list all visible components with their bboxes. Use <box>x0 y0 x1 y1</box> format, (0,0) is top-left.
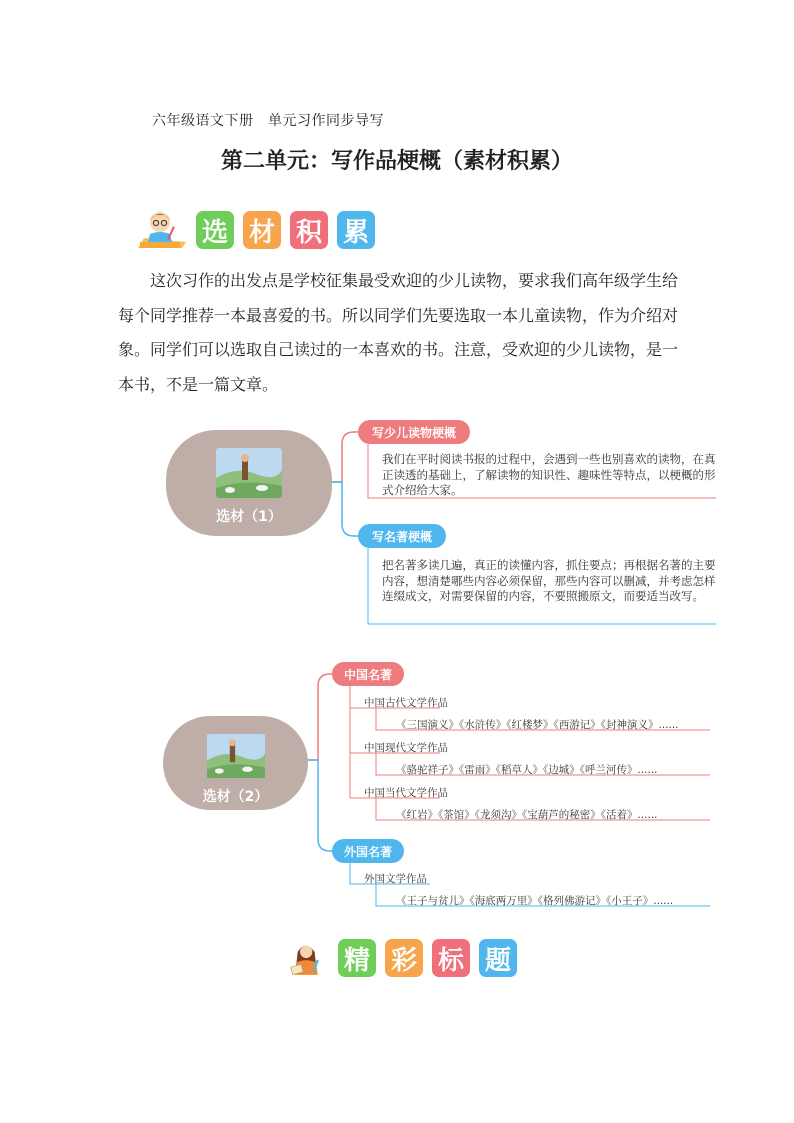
mind-map-root-1 <box>166 430 332 536</box>
book-list: 《骆驼祥子》《雷雨》《稻草人》《边城》《呼兰河传》...... <box>396 764 658 776</box>
badge-char: 选 <box>196 211 234 249</box>
book-list: 《红岩》《茶馆》《龙须沟》《宝葫芦的秘密》《活着》...... <box>396 809 658 821</box>
sub-branch-label: 中国现代文学作品 <box>364 742 448 754</box>
section-header-titles <box>290 934 526 982</box>
badge-char: 材 <box>243 211 281 249</box>
badge-char: 累 <box>337 211 375 249</box>
mind-map-root-2 <box>163 716 308 810</box>
branch-classic-summary: 写名著梗概 <box>358 524 446 548</box>
sub-branch-label: 中国古代文学作品 <box>364 697 448 709</box>
intro-paragraph: 这次习作的出发点是学校征集最受欢迎的少儿读物，要求我们高年级学生给每个同学推荐一本最喜爱的书。所以同学们先要选取一本儿童读物，作为介绍对象。同学们可以选取自己读过的一本喜欢的书。注意，受欢迎的少儿读物，是一本书，不是一篇文章。 <box>118 271 679 394</box>
document-subtitle: 六年级语文下册 单元习作同步导写 <box>152 113 384 129</box>
book-list: 《三国演义》《水浒传》《红楼梦》《西游记》《封神演义》...... <box>396 719 679 731</box>
landscape-thumbnail-icon <box>206 734 266 778</box>
root-label: 选材（2） <box>202 789 269 805</box>
badge-char: 标 <box>432 939 470 977</box>
badge-char: 题 <box>479 939 517 977</box>
sub-branch-label: 外国文学作品 <box>364 873 427 885</box>
girl-reading-icon <box>290 934 330 982</box>
sub-branch-label: 中国当代文学作品 <box>364 787 448 799</box>
landscape-thumbnail-icon <box>216 448 282 498</box>
branch-children-book-summary: 写少儿读物梗概 <box>358 420 470 444</box>
page-title: 第二单元：写作品梗概（素材积累） <box>220 149 573 174</box>
branch-description: 我们在平时阅读书报的过程中，会遇到一些也别喜欢的读物，在真正读透的基础上，了解读物的知识性、趣味性等特点，以梗概的形式介绍给大家。 <box>382 452 716 497</box>
root-label: 选材（1） <box>216 509 282 525</box>
badge-char: 彩 <box>385 939 423 977</box>
badge-char: 积 <box>290 211 328 249</box>
badge-char: 精 <box>338 939 376 977</box>
book-list: 《王子与贫儿》《海底两万里》《格列佛游记》《小王子》...... <box>396 895 674 907</box>
branch-chinese-classics: 中国名著 <box>332 662 404 686</box>
branch-foreign-classics: 外国名著 <box>332 839 404 863</box>
branch-description: 把名著多读几遍，真正的读懂内容，抓住要点；再根据名著的主要内容，想清楚哪些内容必须保留，那些内容可以删减，并考虑怎样连缀成文，对需要保留的内容，不要照搬原文，而要适当改写。 <box>382 558 716 603</box>
